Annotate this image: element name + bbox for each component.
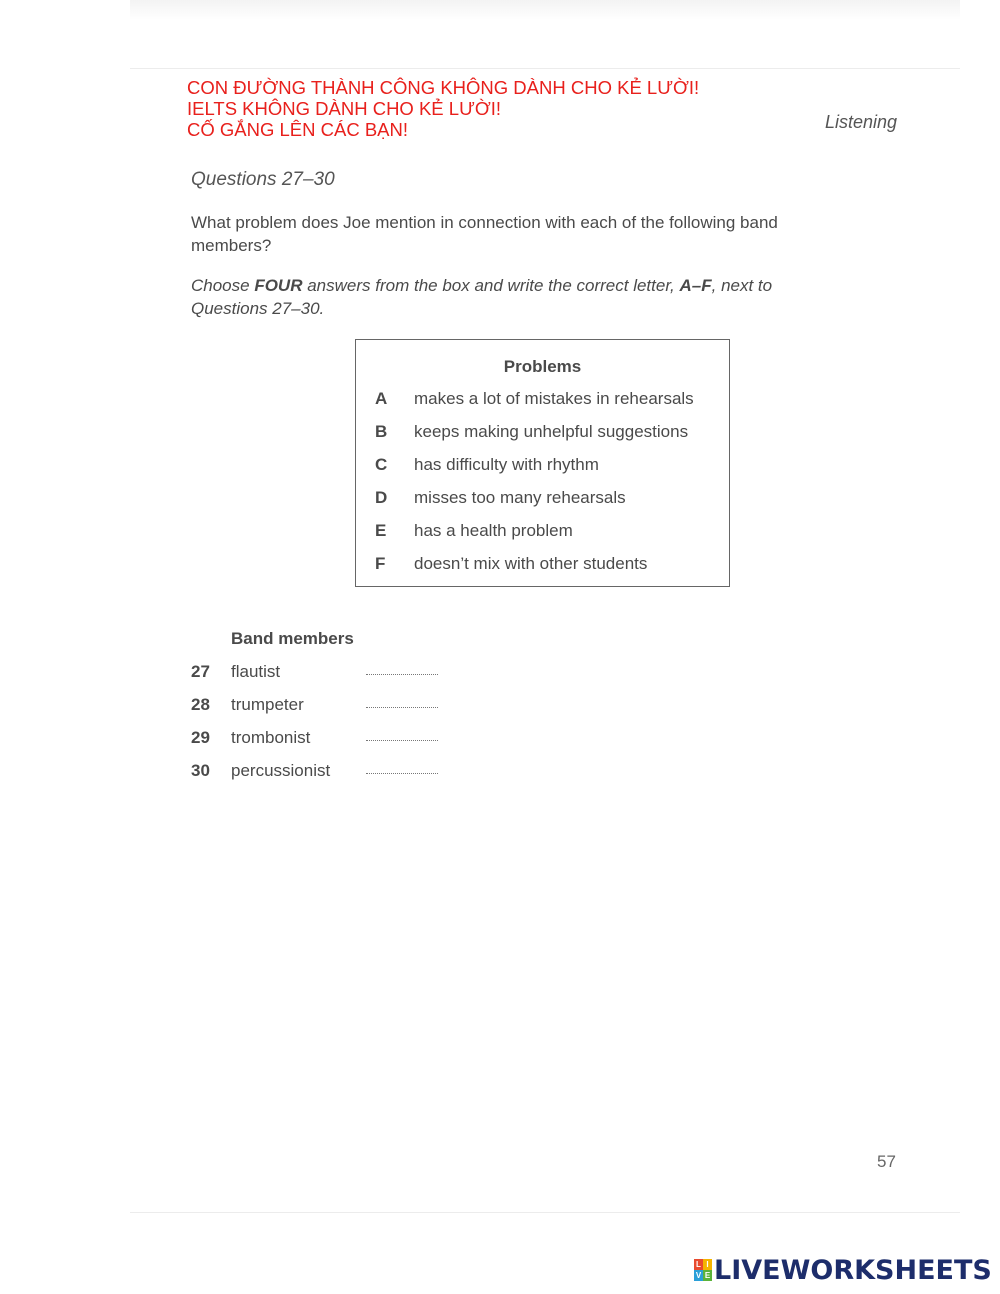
option-letter: B — [375, 422, 388, 441]
question-number: 27 — [191, 662, 210, 681]
option-text: keeps making unhelpful suggestions — [414, 422, 689, 441]
problem-option — [356, 521, 731, 545]
brand-name: LIVEWORKSHEETS — [714, 1254, 992, 1286]
answer-blank[interactable] — [366, 673, 438, 675]
option-letter: F — [375, 554, 386, 573]
problem-option — [356, 554, 731, 578]
question-text: What problem does Joe mention in connection with each of the following band members? — [191, 213, 778, 255]
problems-box — [355, 339, 730, 587]
option-text: doesn’t mix with other students — [414, 554, 648, 573]
instruction-bold-2: A–F — [679, 276, 712, 295]
answer-blank[interactable] — [366, 772, 438, 774]
questions-heading: Questions 27–30 — [191, 169, 335, 190]
page-edge-top — [130, 68, 960, 69]
band-member-row — [191, 728, 591, 752]
problem-option — [356, 422, 731, 446]
option-letter: C — [375, 455, 388, 474]
scan-shadow — [130, 0, 960, 20]
instruction-part-3: , next to Questions 27–30. — [191, 276, 773, 318]
page-edge-bottom — [130, 1212, 960, 1213]
problems-box-title: Problems — [503, 357, 582, 376]
option-letter: A — [375, 389, 388, 408]
answer-blank[interactable] — [366, 739, 438, 741]
instruction-bold-1: FOUR — [254, 276, 303, 295]
liveworksheets-brand[interactable] — [694, 1254, 992, 1286]
watermark-text — [187, 77, 699, 140]
watermark-line-2: IELTS KHÔNG DÀNH CHO KẺ LƯỜI! — [187, 98, 502, 119]
option-text: has difficulty with rhythm — [414, 455, 599, 474]
answer-blank[interactable] — [366, 706, 438, 708]
instruction-part-1: Choose — [191, 276, 255, 295]
band-member-row — [191, 662, 591, 686]
problem-option — [356, 488, 731, 512]
option-text: makes a lot of mistakes in rehearsals — [414, 389, 694, 408]
question-number: 28 — [191, 695, 210, 714]
section-label: Listening — [825, 112, 898, 132]
problem-option — [356, 389, 731, 413]
page-number: 57 — [877, 1152, 896, 1171]
band-member-name: trombonist — [231, 728, 311, 747]
watermark-line-1: CON ĐƯỜNG THÀNH CÔNG KHÔNG DÀNH CHO KẺ LƯỜI! — [187, 77, 700, 98]
problem-option — [356, 455, 731, 479]
option-text: has a health problem — [414, 521, 573, 540]
liveworksheets-logo-icon: L I V E — [695, 1260, 711, 1280]
instruction-part-2: answers from the box and write the correct letter, — [302, 276, 680, 295]
band-member-name: percussionist — [231, 761, 331, 780]
question-number: 29 — [191, 728, 210, 747]
option-text: misses too many rehearsals — [414, 488, 626, 507]
band-member-name: trumpeter — [231, 695, 304, 714]
question-number: 30 — [191, 761, 210, 780]
watermark-line-3: CỐ GẮNG LÊN CÁC BẠN! — [187, 119, 409, 140]
option-letter: D — [375, 488, 388, 507]
band-member-row — [191, 761, 591, 785]
band-member-row — [191, 695, 591, 719]
option-letter: E — [375, 521, 387, 540]
instruction-text — [191, 274, 831, 320]
band-members-heading: Band members — [231, 629, 354, 648]
band-member-name: flautist — [231, 662, 281, 681]
